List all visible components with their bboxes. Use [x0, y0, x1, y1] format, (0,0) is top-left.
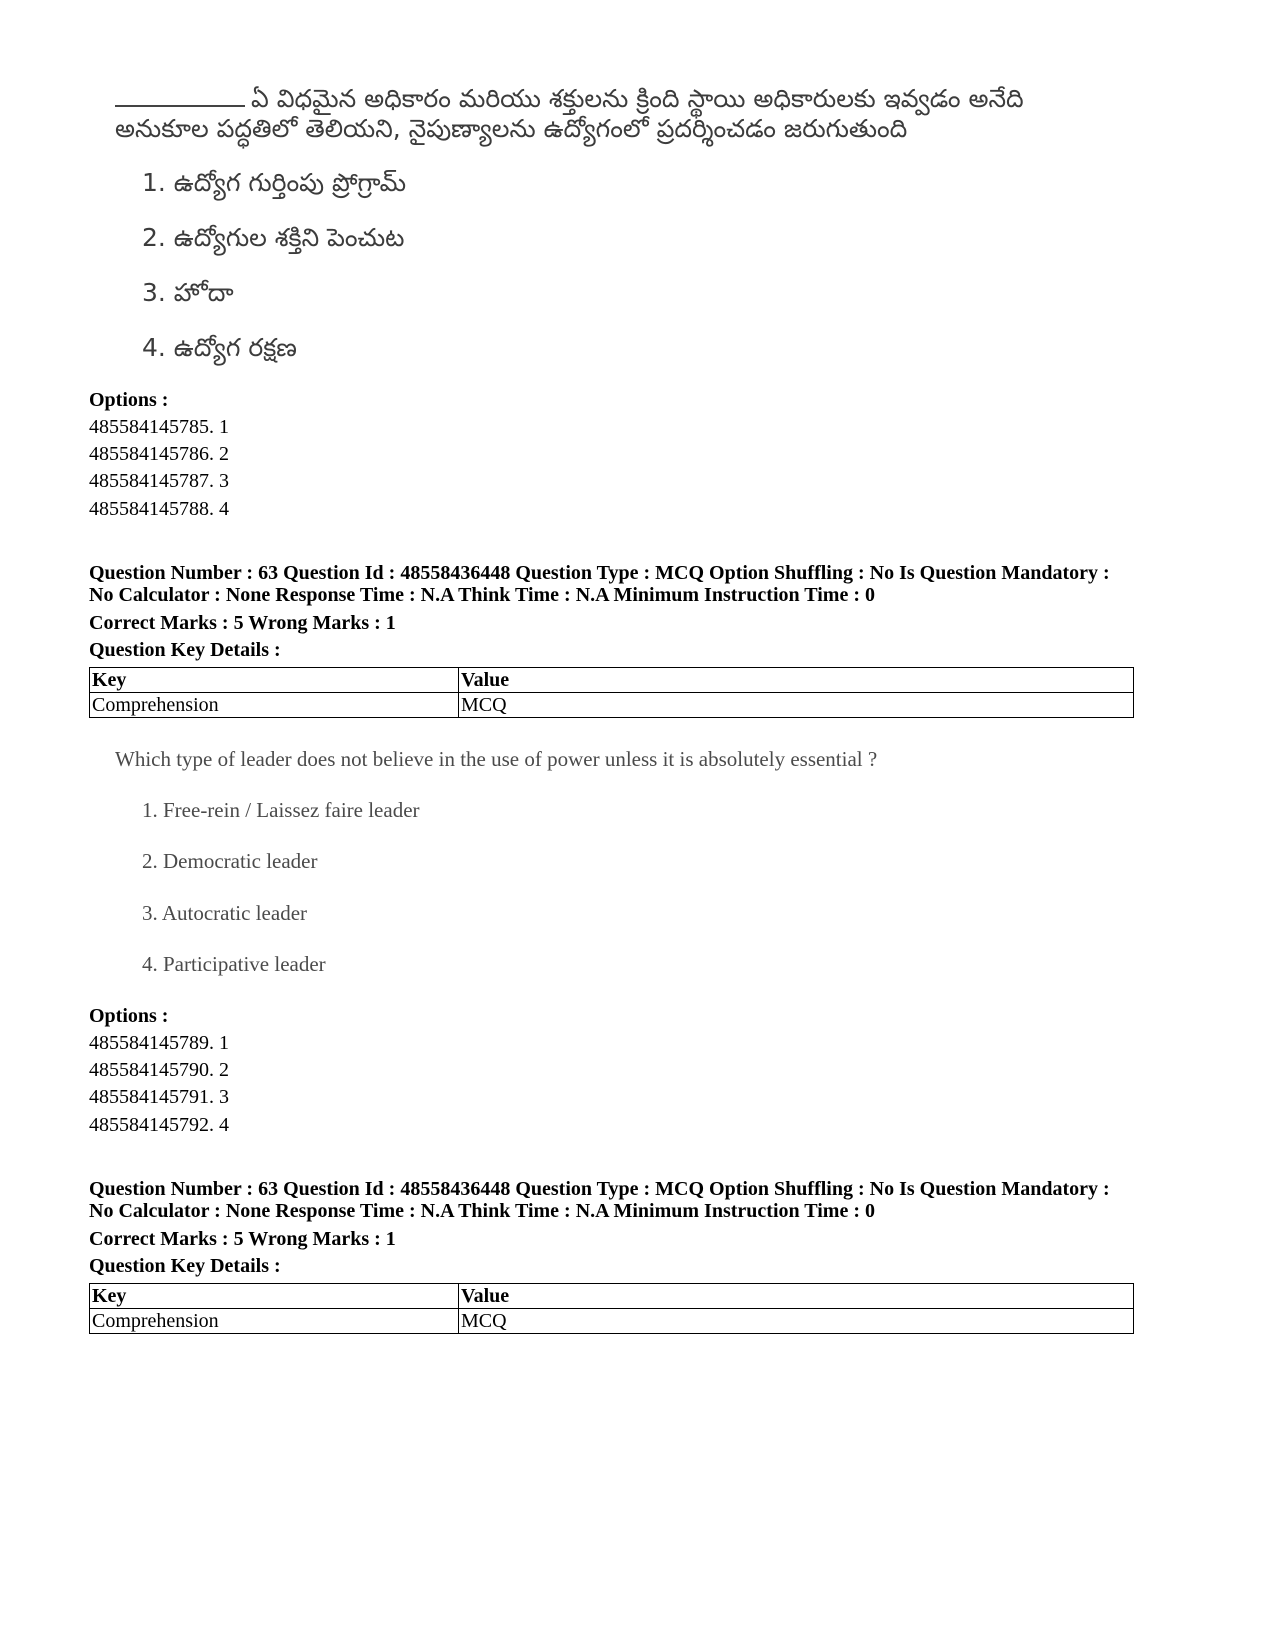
question-meta-line-2: No Calculator : None Response Time : N.A Think Time : N.A Minimum Instruction Time : 0	[89, 1200, 875, 1222]
telugu-choice-1: 1. ఉద్యోగ గుర్తింపు ప్రోగ్రామ్	[142, 168, 407, 197]
table-header-value: Value	[459, 1284, 1134, 1309]
question-meta-line-1: Question Number : 63 Question Id : 48558436448 Question Type : MCQ Option Shuffling : No Is Question Mandatory :	[89, 1178, 1110, 1200]
option-item: 485584145791. 3	[89, 1086, 229, 1108]
table-cell-key: Comprehension	[90, 693, 459, 718]
table-row	[90, 1309, 1134, 1334]
key-details-label: Question Key Details :	[89, 639, 281, 661]
key-details-label: Question Key Details :	[89, 1255, 281, 1277]
english-choice-2: 2. Democratic leader	[142, 849, 318, 873]
option-item: 485584145790. 2	[89, 1059, 229, 1081]
options-label: Options :	[89, 1005, 169, 1027]
option-item: 485584145787. 3	[89, 470, 229, 492]
table-header-row	[90, 1284, 1134, 1309]
marks-line: Correct Marks : 5 Wrong Marks : 1	[89, 612, 396, 634]
option-item: 485584145786. 2	[89, 443, 229, 465]
question-key-table	[89, 1283, 1134, 1334]
option-item: 485584145789. 1	[89, 1032, 229, 1054]
option-item: 485584145792. 4	[89, 1114, 229, 1136]
question-key-table	[89, 667, 1134, 718]
telugu-choice-3: 3. హోదా	[142, 278, 234, 307]
option-item: 485584145788. 4	[89, 498, 229, 520]
table-header-key: Key	[90, 1284, 459, 1309]
options-label: Options :	[89, 389, 169, 411]
telugu-question-line-1-text: ఏ విధమైన అధికారం మరియు శక్తులను క్రింది స్థాయి అధికారులకు ఇవ్వడం అనేది	[251, 84, 1024, 113]
telugu-choice-2: 2. ఉద్యోగుల శక్తిని పెంచుట	[142, 223, 405, 252]
marks-line: Correct Marks : 5 Wrong Marks : 1	[89, 1228, 396, 1250]
english-choice-1: 1. Free-rein / Laissez faire leader	[142, 798, 420, 822]
table-header-row	[90, 668, 1134, 693]
answer-blank	[115, 105, 245, 107]
english-choice-3: 3. Autocratic leader	[142, 901, 308, 925]
telugu-question-line-2: అనుకూల పద్ధతిలో తెలియని, నైపుణ్యాలను ఉద్యోగంలో ప్రదర్శించడం జరుగుతుంది	[115, 114, 908, 143]
english-choice-4: 4. Participative leader	[142, 952, 326, 976]
telugu-choice-4: 4. ఉద్యోగ రక్షణ	[142, 333, 297, 362]
question-meta-line-1: Question Number : 63 Question Id : 48558436448 Question Type : MCQ Option Shuffling : No Is Question Mandatory :	[89, 562, 1110, 584]
table-cell-value: MCQ	[459, 693, 1134, 718]
table-header-key: Key	[90, 668, 459, 693]
table-row	[90, 693, 1134, 718]
table-header-value: Value	[459, 668, 1134, 693]
option-item: 485584145785. 1	[89, 416, 229, 438]
question-meta-line-2: No Calculator : None Response Time : N.A Think Time : N.A Minimum Instruction Time : 0	[89, 584, 875, 606]
english-question-text: Which type of leader does not believe in the use of power unless it is absolutely essential ?	[115, 747, 878, 771]
table-cell-key: Comprehension	[90, 1309, 459, 1334]
table-cell-value: MCQ	[459, 1309, 1134, 1334]
